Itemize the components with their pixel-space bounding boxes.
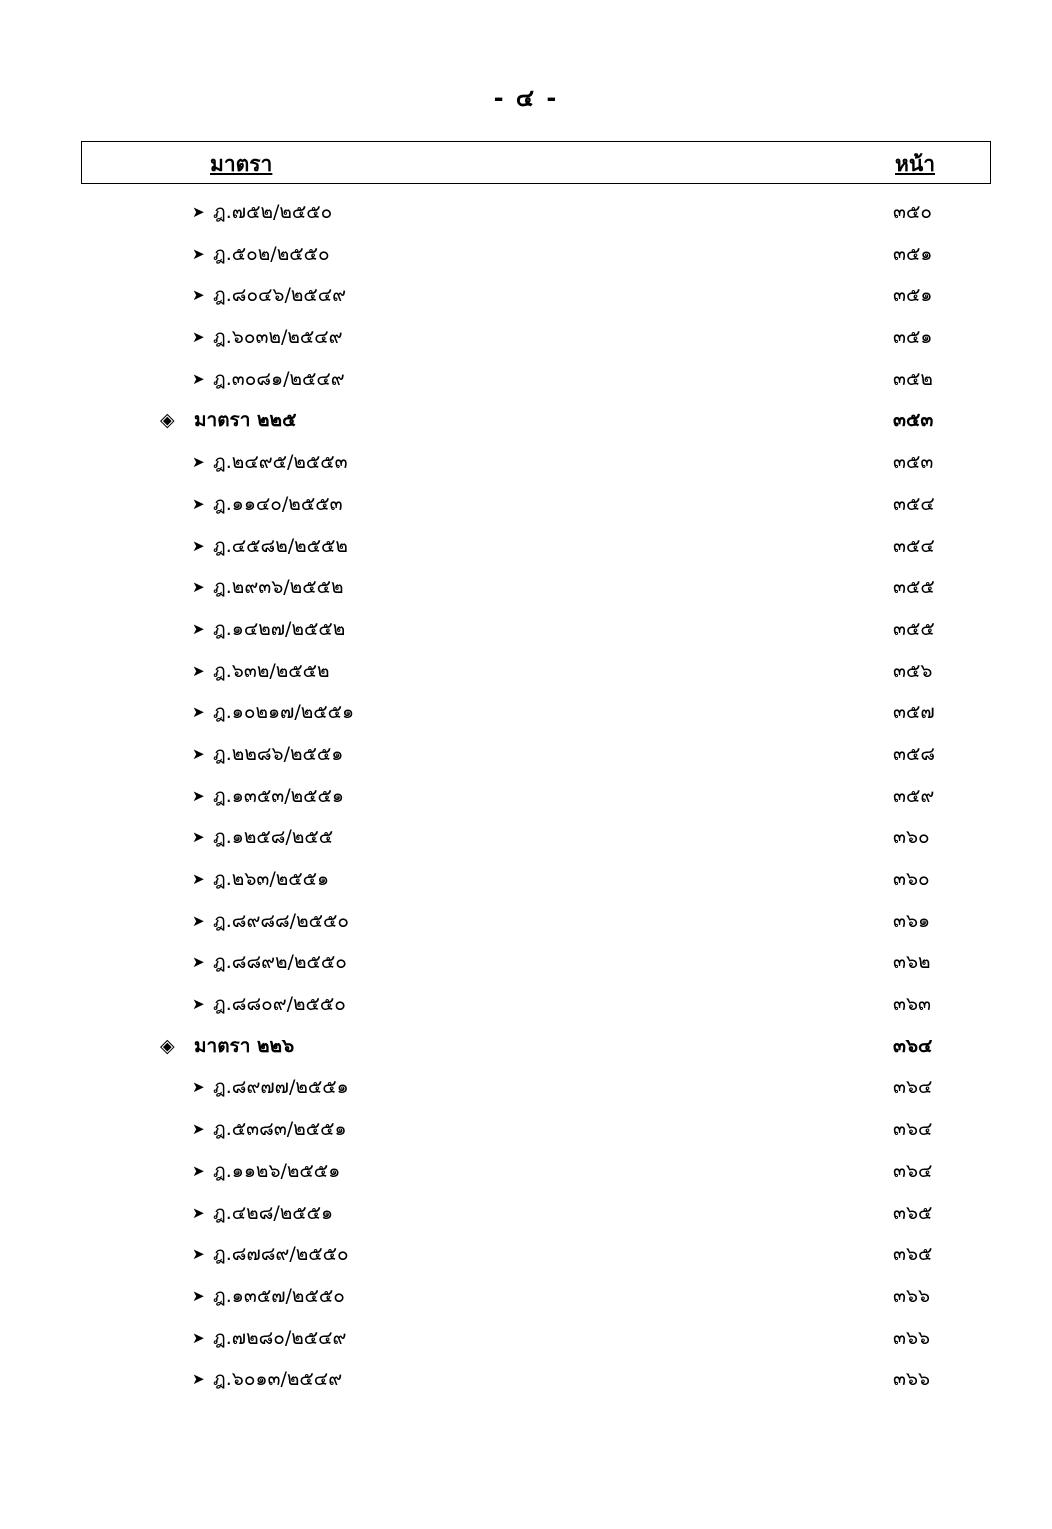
case-row bbox=[0, 359, 1052, 401]
arrowhead-icon: ➤ bbox=[192, 953, 205, 972]
header-section-label: มาตรา bbox=[210, 152, 273, 176]
case-row bbox=[0, 651, 1052, 693]
case-number: ฎ.๕๐๒/๒๕๕๐ bbox=[213, 242, 330, 265]
arrowhead-icon: ➤ bbox=[192, 1286, 205, 1305]
section-row bbox=[0, 1026, 1052, 1068]
page-ref: ๓๕๓ bbox=[893, 409, 934, 432]
case-number: ฎ.๕๓๘๓/๒๕๕๑ bbox=[213, 1118, 347, 1141]
case-number: ฎ.๑๓๕๓/๒๕๕๑ bbox=[213, 784, 344, 807]
table-header bbox=[81, 141, 991, 184]
page-ref: ๓๖๖ bbox=[893, 1284, 931, 1307]
case-row bbox=[0, 526, 1052, 568]
page-ref: ๓๕๙ bbox=[893, 784, 935, 807]
page-ref: ๓๕๔ bbox=[893, 492, 935, 515]
case-row bbox=[0, 1151, 1052, 1193]
arrowhead-icon: ➤ bbox=[192, 828, 205, 847]
case-row bbox=[0, 317, 1052, 359]
arrowhead-icon: ➤ bbox=[192, 328, 205, 347]
case-number: ฎ.๘๗๘๙/๒๕๕๐ bbox=[213, 1243, 349, 1266]
case-number: ฎ.๑๓๕๗/๒๕๕๐ bbox=[213, 1284, 345, 1307]
case-number: ฎ.๒๔๙๕/๒๕๕๓ bbox=[213, 451, 348, 474]
case-number: ฎ.๑๑๔๐/๒๕๕๓ bbox=[213, 492, 343, 515]
case-row bbox=[0, 942, 1052, 984]
arrowhead-icon: ➤ bbox=[192, 1328, 205, 1347]
page-ref: ๓๕๑ bbox=[893, 284, 933, 307]
case-number: ฎ.๖๐๑๓/๒๕๔๙ bbox=[213, 1368, 343, 1391]
case-row bbox=[0, 776, 1052, 818]
header-page-label: หน้า bbox=[895, 152, 935, 176]
diamond-icon: ◈ bbox=[160, 409, 175, 432]
case-row bbox=[0, 1234, 1052, 1276]
case-number: ฎ.๒๒๘๖/๒๕๕๑ bbox=[213, 742, 344, 765]
page-ref: ๓๕๓ bbox=[893, 451, 934, 474]
case-row bbox=[0, 1067, 1052, 1109]
arrowhead-icon: ➤ bbox=[192, 995, 205, 1014]
arrowhead-icon: ➤ bbox=[192, 619, 205, 638]
page-ref: ๓๖๕ bbox=[893, 1243, 933, 1266]
page-ref: ๓๕๘ bbox=[893, 742, 936, 765]
section-title: มาตรา ๒๒๖ bbox=[194, 1034, 295, 1057]
arrowhead-icon: ➤ bbox=[192, 703, 205, 722]
arrowhead-icon: ➤ bbox=[192, 369, 205, 388]
page-ref: ๓๕๑ bbox=[893, 326, 933, 349]
case-number: ฎ.๖๓๒/๒๕๕๒ bbox=[213, 659, 330, 682]
arrowhead-icon: ➤ bbox=[192, 870, 205, 888]
case-number: ฎ.๔๒๘/๒๕๕๑ bbox=[213, 1201, 334, 1224]
arrowhead-icon: ➤ bbox=[192, 203, 205, 221]
arrowhead-icon: ➤ bbox=[192, 911, 205, 930]
arrowhead-icon: ➤ bbox=[192, 1203, 205, 1222]
section-title: มาตรา ๒๒๕ bbox=[194, 409, 297, 432]
case-row bbox=[0, 859, 1052, 901]
case-number: ฎ.๘๐๔๖/๒๕๔๙ bbox=[213, 284, 347, 307]
arrowhead-icon: ➤ bbox=[192, 286, 205, 305]
case-number: ฎ.๒๙๓๖/๒๕๕๒ bbox=[213, 576, 344, 599]
arrowhead-icon: ➤ bbox=[192, 744, 205, 763]
case-row bbox=[0, 484, 1052, 526]
case-row bbox=[0, 734, 1052, 776]
case-row bbox=[0, 901, 1052, 943]
case-row bbox=[0, 1193, 1052, 1235]
case-row bbox=[0, 275, 1052, 317]
case-number: ฎ.๑๐๒๑๗/๒๕๕๑ bbox=[213, 701, 355, 724]
case-row bbox=[0, 1276, 1052, 1318]
case-row bbox=[0, 692, 1052, 734]
page-ref: ๓๕๑ bbox=[893, 242, 933, 265]
case-number: ฎ.๑๑๒๖/๒๕๕๑ bbox=[213, 1159, 341, 1182]
page-ref: ๓๖๔ bbox=[893, 1159, 933, 1182]
arrowhead-icon: ➤ bbox=[192, 786, 205, 805]
case-row bbox=[0, 609, 1052, 651]
page-ref: ๓๕๒ bbox=[893, 367, 933, 390]
arrowhead-icon: ➤ bbox=[192, 1161, 205, 1180]
arrowhead-icon: ➤ bbox=[192, 1120, 205, 1139]
case-number: ฎ.๖๐๓๒/๒๕๔๙ bbox=[213, 326, 343, 349]
case-number: ฎ.๘๘๙๒/๒๕๕๐ bbox=[213, 951, 347, 974]
arrowhead-icon: ➤ bbox=[192, 1370, 205, 1389]
case-row bbox=[0, 817, 1052, 859]
page-ref: ๓๖๔ bbox=[893, 1034, 933, 1057]
case-number: ฎ.๗๒๘๐/๒๕๔๙ bbox=[213, 1326, 347, 1349]
case-number: ฎ.๘๙๗๗/๒๕๕๑ bbox=[213, 1076, 349, 1099]
arrowhead-icon: ➤ bbox=[192, 494, 205, 513]
arrowhead-icon: ➤ bbox=[192, 1078, 205, 1097]
page-ref: ๓๖๑ bbox=[893, 909, 931, 932]
page-ref: ๓๕๐ bbox=[893, 201, 932, 223]
page-ref: ๓๖๖ bbox=[893, 1368, 931, 1391]
page-ref: ๓๖๓ bbox=[893, 993, 932, 1016]
case-number: ฎ.๒๖๓/๒๕๕๑ bbox=[213, 868, 330, 890]
case-number: ฎ.๑๔๒๗/๒๕๕๒ bbox=[213, 617, 346, 640]
section-row bbox=[0, 400, 1052, 442]
case-number: ฎ.๓๐๘๑/๒๕๔๙ bbox=[213, 367, 345, 390]
arrowhead-icon: ➤ bbox=[192, 244, 205, 263]
page-number: - ๔ - bbox=[493, 84, 559, 112]
arrowhead-icon: ➤ bbox=[192, 453, 205, 472]
case-row bbox=[0, 984, 1052, 1026]
page-ref: ๓๖๔ bbox=[893, 1076, 933, 1099]
page-ref: ๓๕๔ bbox=[893, 534, 935, 557]
case-row bbox=[0, 234, 1052, 276]
arrowhead-icon: ➤ bbox=[192, 536, 205, 555]
case-number: ฎ.๔๕๘๒/๒๕๕๒ bbox=[213, 534, 348, 557]
page-ref: ๓๕๗ bbox=[893, 701, 935, 724]
arrowhead-icon: ➤ bbox=[192, 661, 205, 680]
case-number: ฎ.๘๙๘๘/๒๕๕๐ bbox=[213, 909, 349, 932]
page-ref: ๓๕๕ bbox=[893, 576, 935, 599]
case-row bbox=[0, 1318, 1052, 1360]
case-row bbox=[0, 1109, 1052, 1151]
page-ref: ๓๖๔ bbox=[893, 1118, 933, 1141]
case-row bbox=[0, 1359, 1052, 1401]
page-ref: ๓๕๕ bbox=[893, 617, 935, 640]
arrowhead-icon: ➤ bbox=[192, 1245, 205, 1264]
page-ref: ๓๖๐ bbox=[893, 868, 930, 890]
case-number: ฎ.๑๒๕๘/๒๕๕ bbox=[213, 826, 334, 849]
page-ref: ๓๖๖ bbox=[893, 1326, 931, 1349]
case-row bbox=[0, 442, 1052, 484]
page-ref: ๓๖๒ bbox=[893, 951, 931, 974]
index-list bbox=[0, 192, 1052, 1401]
case-number: ฎ.๗๕๒/๒๕๕๐ bbox=[213, 201, 333, 223]
arrowhead-icon: ➤ bbox=[192, 578, 205, 597]
page-ref: ๓๕๖ bbox=[893, 659, 933, 682]
case-row bbox=[0, 567, 1052, 609]
case-row bbox=[0, 192, 1052, 234]
page-ref: ๓๖๕ bbox=[893, 1201, 933, 1224]
page-ref: ๓๖๐ bbox=[893, 826, 930, 849]
case-number: ฎ.๘๘๐๙/๒๕๕๐ bbox=[213, 993, 346, 1016]
diamond-icon: ◈ bbox=[160, 1034, 175, 1057]
